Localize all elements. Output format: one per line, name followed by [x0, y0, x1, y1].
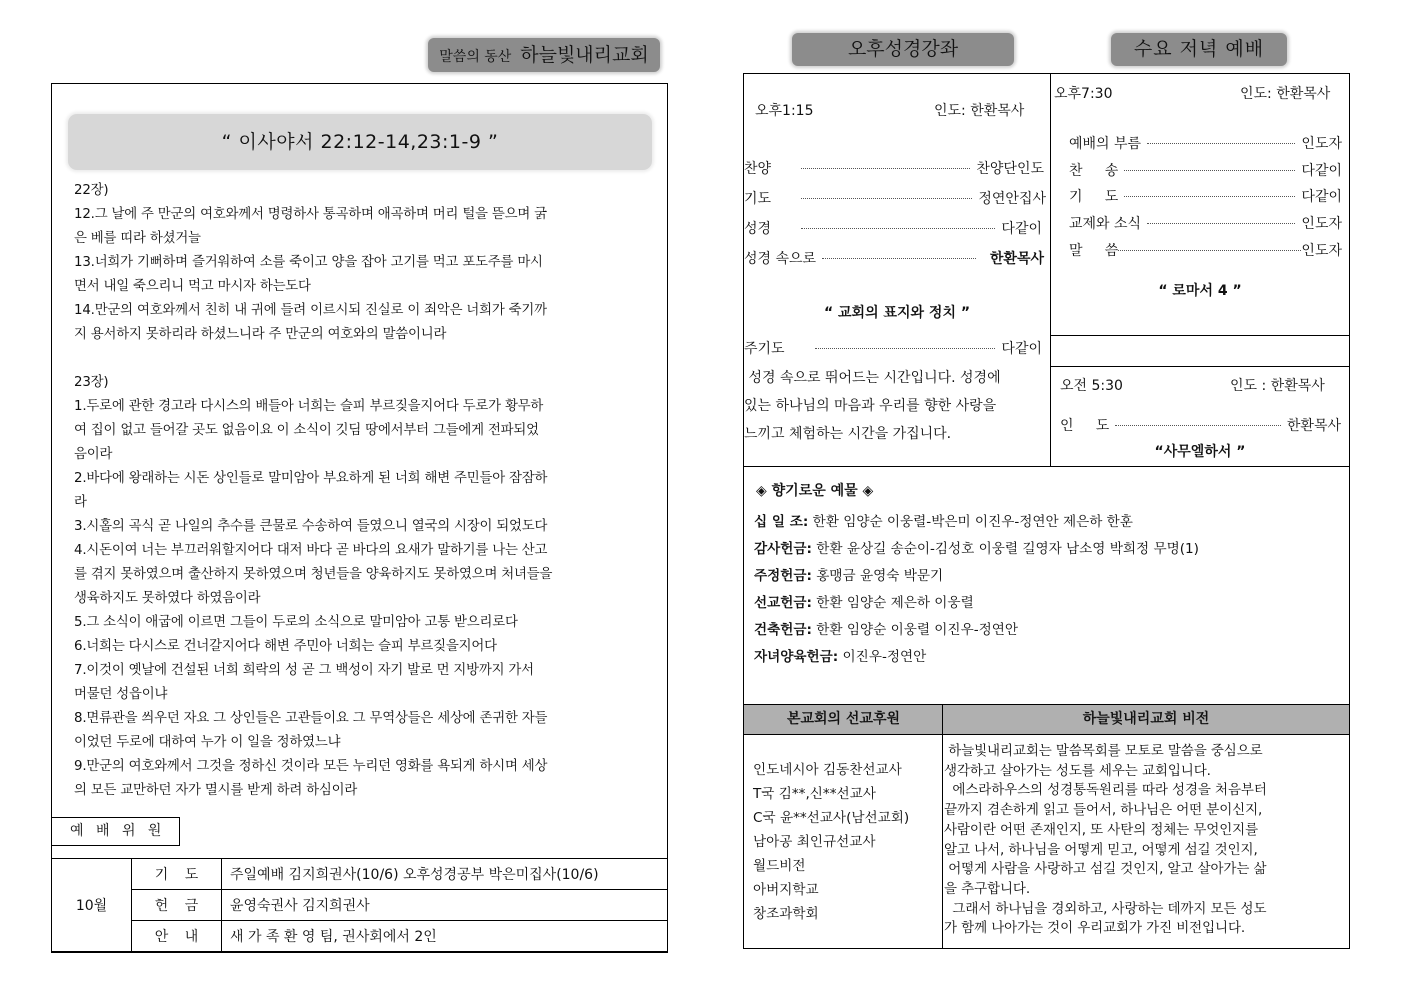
verse-line: 은 베를 띠라 하셨거늘 — [74, 231, 201, 246]
order-item: 성경 속으로 한환목사 — [744, 251, 1044, 267]
verse-line: 6.너희는 다시스로 건너갈지어다 해변 주민아 너희는 슬피 부르짖을지어다 — [74, 639, 497, 654]
missions-title: 본교회의 선교후원 — [786, 711, 901, 727]
offering-row: 주정헌금: 홍맹금 윤영숙 박문기 — [754, 568, 944, 584]
vision-line: 끝까지 겸손하게 읽고 들어서, 하나님은 어떤 분이신지, — [944, 802, 1263, 819]
section-divider — [1050, 366, 1350, 367]
verse-line: 생육하지도 못하였다 하였음이라 — [74, 591, 261, 606]
scripture-text — [74, 179, 662, 803]
vision-line: 에스라하우스의 성경통독원리를 따라 성경을 처음부터 — [944, 782, 1267, 799]
dawn-time: 오전 5:30 — [1060, 378, 1123, 394]
verse-line: 8.면류관을 씌우던 자요 그 상인들은 고관들이요 그 무역상들은 세상에 존귀한 자들 — [74, 711, 548, 726]
vision-line: 어떻게 사람을 사랑하고 섬길 것인지, 알고 살아가는 삶 — [944, 861, 1267, 878]
chapter-23-verses — [74, 395, 662, 803]
scripture-panel — [51, 83, 668, 953]
verse-line: 3.시홀의 곡식 곧 나일의 추수를 큰물로 수송하여 들였으니 열국의 시장이 되었도다 — [74, 519, 548, 534]
section-divider — [1050, 335, 1350, 336]
staff-role: 기 도 — [132, 859, 222, 890]
order-item: 찬양 찬양단인도 — [744, 161, 1044, 177]
worship-staff-table — [51, 858, 668, 952]
offering-row: 자녀양육헌금: 이진우-정연안 — [754, 649, 927, 665]
staff-month: 10월 — [52, 859, 132, 952]
order-item: 예배의 부름 인도자 — [1069, 136, 1342, 152]
verse-line: 의 모든 교만하던 자가 멸시를 받게 하려 하심이라 — [74, 783, 358, 798]
mission-item: C국 윤**선교사(남선교회) — [753, 810, 910, 826]
offering-row: 건축헌금: 한환 임양순 이웅렬 이진우-정연안 — [754, 622, 1018, 638]
offering-row: 감사헌금: 한환 윤상길 송순이-김성호 이웅렬 길영자 남소영 박희정 무명(1) — [754, 541, 1199, 557]
vision-title: 하늘빛내리교회 비전 — [1082, 711, 1210, 727]
verse-line: 를 겪지 못하였으며 출산하지 못하였으며 청년들을 양육하지도 못하였으며 처녀들을 — [74, 567, 553, 582]
column-divider — [1050, 74, 1051, 466]
mission-item: 인도네시아 김동찬선교사 — [753, 762, 902, 778]
mission-item: 남아공 최인규선교사 — [753, 834, 876, 850]
verse-line: 9.만군의 여호와께서 그것을 정하신 것이라 모든 누리던 영화를 욕되게 하시며 세상 — [74, 759, 548, 774]
wednesday-time: 오후7:30 — [1054, 86, 1113, 102]
section-divider — [744, 466, 1349, 467]
vision-line: 을 추구합니다. — [944, 880, 1031, 897]
mission-item: T국 김**,신**선교사 — [753, 786, 876, 802]
passage-title: “ 이사야서 22:12-14,23:1-9 ” — [68, 114, 652, 170]
vision-line: 생각하고 살아가는 성도를 세우는 교회입니다. — [944, 762, 1211, 779]
offerings-title: ◈ 향기로운 예물 ◈ — [756, 483, 874, 499]
verse-line: 지 용서하지 못하리라 하셨느니라 주 만군의 여호와의 말씀이니라 — [74, 327, 447, 342]
church-motto-badge — [428, 38, 660, 72]
church-motto: 말씀의 동산 — [439, 49, 512, 65]
column-divider — [942, 704, 943, 949]
verse-line: 2.바다에 왕래하는 시돈 상인들로 말미암아 부요하게 된 너희 해변 주민들아 잠잠하 — [74, 471, 548, 486]
table-row — [52, 921, 668, 952]
chapter-22-verses — [74, 203, 662, 347]
staff-role: 안 내 — [132, 921, 222, 952]
verse-line: 13.너희가 기뻐하며 즐거워하여 소를 죽이고 양을 잡아 고기를 먹고 포도주를 마시 — [74, 255, 543, 270]
verse-line: 이었던 두로에 대하여 누가 이 일을 정하였느냐 — [74, 735, 341, 750]
wednesday-scripture: “ 로마서 4 ” — [1158, 283, 1242, 299]
church-name: 하늘빛내리교회 — [520, 44, 649, 66]
verse-line: 라 — [74, 495, 87, 510]
order-item: 말 씀 인도자 — [1069, 243, 1342, 259]
chapter-heading: 23장) — [74, 375, 109, 390]
mission-item: 창조과학회 — [753, 906, 819, 922]
schedule-panel — [743, 73, 1350, 949]
verse-line: 5.그 소식이 애굽에 이르면 그들이 두로의 소식으로 말미암아 고통 받으리로다 — [74, 615, 518, 630]
staff-detail: 새 가 족 환 영 팀, 권사회에서 2인 — [222, 921, 668, 952]
dawn-leader: 인도 : 한환목사 — [1230, 378, 1325, 394]
verse-line: 여 집이 없고 들어갈 곳도 없음이요 이 소식이 깃딤 땅에서부터 그들에게 전파되었 — [74, 423, 539, 438]
verse-line: 12.그 날에 주 만군의 여호와께서 명령하사 통곡하며 애곡하며 머리 털을 뜯으며 굵 — [74, 207, 547, 222]
mission-item: 아버지학교 — [753, 882, 819, 898]
verse-line: 4.시돈이여 너는 부끄러워할지어다 대저 바다 곧 바다의 요새가 말하기를 나는 산고 — [74, 543, 548, 558]
order-item: 기 도 다같이 — [1069, 189, 1342, 205]
vision-line: 그래서 하나님을 경외하고, 사랑하는 데까지 모든 성도 — [944, 900, 1267, 917]
worship-staff-label: 예 배 위 원 — [52, 817, 180, 846]
staff-detail: 윤영숙권사 김지희권사 — [222, 890, 668, 921]
verse-line: 14.만군의 여호와께서 친히 내 귀에 들려 이르시되 진실로 이 죄악은 너희가 죽기까 — [74, 303, 547, 318]
dawn-scripture: “사무엘하서 ” — [1154, 444, 1246, 460]
afternoon-topic: “ 교회의 표지와 정치 ” — [823, 305, 971, 321]
afternoon-study-title: 오후성경강좌 — [792, 33, 1014, 66]
afternoon-description: 성경 속으로 뛰어드는 시간입니다. 성경에 있는 하나님의 마음과 우리를 향한 사랑을 느끼고 체험하는 시간을 가집니다. — [744, 370, 1001, 442]
vision-line: 가 함께 나아가는 것이 우리교회가 가진 비전입니다. — [944, 920, 1246, 937]
verse-line: 음이라 — [74, 447, 113, 462]
order-item: 주기도 다같이 — [744, 341, 1042, 357]
verse-line: 머물던 성읍이냐 — [74, 687, 168, 702]
order-item: 교제와 소식 인도자 — [1069, 216, 1342, 232]
chapter-heading: 22장) — [74, 183, 109, 198]
verse-line: 면서 내일 죽으리니 먹고 마시자 하는도다 — [74, 279, 311, 294]
offering-row: 선교헌금: 한환 임양순 제은하 이웅렬 — [754, 595, 974, 611]
vision-text — [944, 742, 1347, 939]
afternoon-leader: 인도: 한환목사 — [934, 103, 1025, 119]
order-item: 성경 다같이 — [744, 221, 1042, 237]
afternoon-time: 오후1:15 — [755, 103, 814, 119]
order-item: 찬 송 다같이 — [1069, 163, 1342, 179]
table-row — [52, 859, 668, 890]
table-row — [52, 890, 668, 921]
bottom-header-bar — [744, 704, 1349, 735]
vision-line: 사람이란 어떤 존재인지, 또 사탄의 정체는 무엇인지를 — [944, 821, 1259, 838]
wednesday-leader: 인도: 한환목사 — [1240, 86, 1331, 102]
offering-row: 십 일 조: 한환 임양순 이웅렬-박은미 이진우-정연안 제은하 한훈 — [754, 514, 1133, 530]
vision-line: 하늘빛내리교회는 말씀목회를 모토로 말씀을 중심으로 — [944, 743, 1263, 759]
verse-line: 7.이것이 옛날에 건설된 너희 희락의 성 곧 그 백성이 자기 발로 먼 지방까지 가서 — [74, 663, 534, 678]
mission-item: 월드비전 — [753, 858, 806, 874]
order-item: 인 도 한환목사 — [1060, 418, 1341, 434]
missions-list — [753, 758, 909, 926]
vision-line: 알고 나서, 하나님을 어떻게 믿고, 어떻게 섬길 것인지, — [944, 841, 1258, 858]
wednesday-service-title: 수요 저녁 예배 — [1111, 33, 1287, 66]
staff-detail: 주일예배 김지희권사(10/6) 오후성경공부 박은미집사(10/6) — [222, 859, 668, 890]
order-item: 기도 정연안집사 — [744, 191, 1046, 207]
staff-role: 헌 금 — [132, 890, 222, 921]
verse-line: 1.두로에 관한 경고라 다시스의 배들아 너희는 슬피 부르짖을지어다 두로가 황무하 — [74, 399, 544, 414]
